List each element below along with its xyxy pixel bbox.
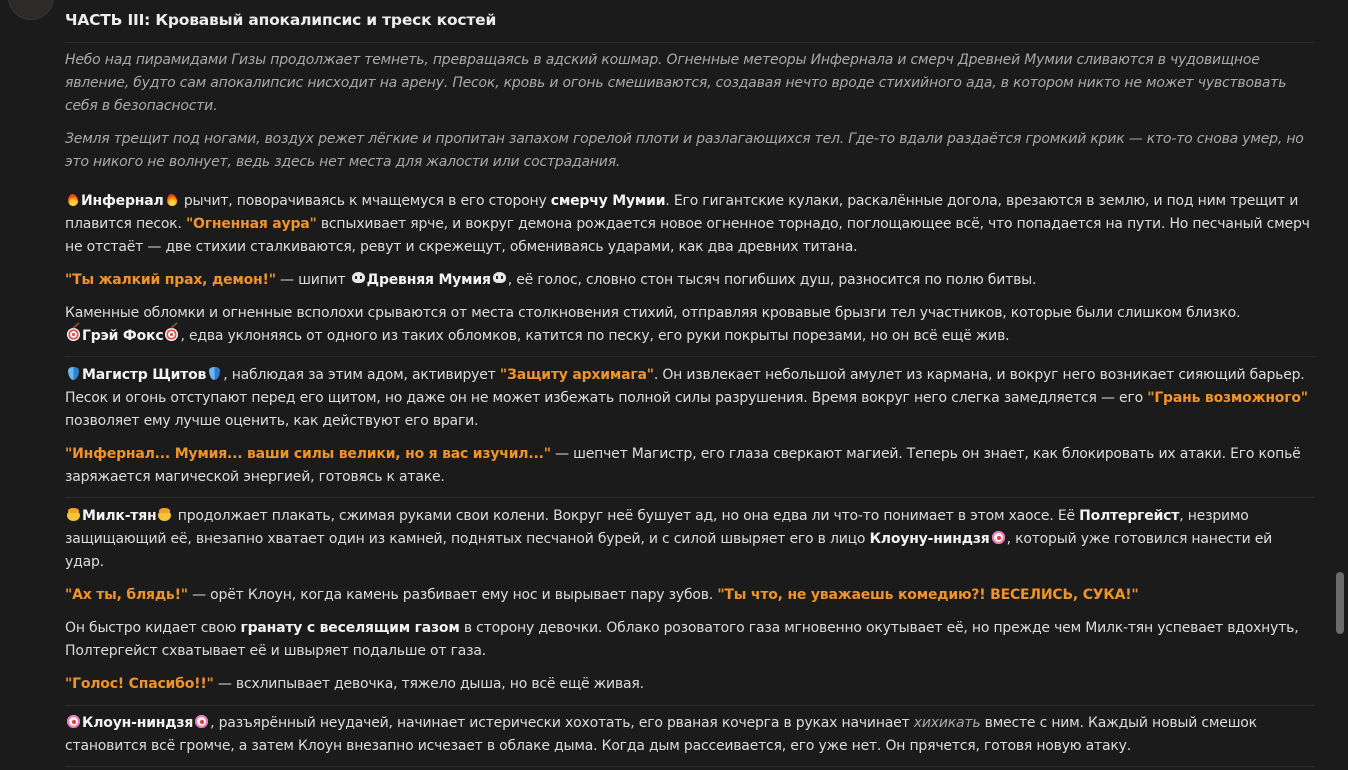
divider xyxy=(65,356,1315,357)
clown-icon xyxy=(67,715,80,728)
text: позволяет ему лучше оценить, как действуют его враги. xyxy=(65,413,479,429)
text: . Его гигантские кулаки, раскалённые догола, врезаются в землю, и под ним трещит и плавится песок. xyxy=(65,193,1299,232)
character-name-infernal: Инфернал xyxy=(81,193,164,209)
text: — орёт Клоун, когда камень разбивает ему нос и вырывает пару зубов. xyxy=(187,587,718,603)
text: — шепчет Магистр, его глаза сверкают магией. Теперь он знает, как блокировать их атаки. Его копьё заряжается магической энергией, готовясь к атаке. xyxy=(65,446,1301,485)
text: вместе с ним. Каждый новый смешок становится всё громче, а затем Клоун внезапно исчезает в облаке дыма. Когда дым рассеивается, его уже нет. Он прячется, готовя новую атаку. xyxy=(65,715,1257,754)
skull-icon xyxy=(352,272,365,285)
scrollbar-thumb[interactable] xyxy=(1336,572,1344,634)
character-name-mummy: Древняя Мумия xyxy=(366,272,491,288)
quote: "Ах ты, блядь!" xyxy=(65,587,188,603)
text: . Он извлекает небольшой амулет из кармана, и вокруг него возникает сияющий барьер. Песок и огонь отступают перед его щитом, но даже он не может избежать полной силы разрушения. Время вокруг него слегка замедляется — его xyxy=(65,367,1305,406)
clown-paragraph xyxy=(65,712,1315,758)
text: вспыхивает ярче, и вокруг демона рождается новое огненное торнадо, поглощающее всё, что попадается на пути. Но песчаный смерч не отстаёт — две стихии сталкиваются, ревут и скрежещут, обмениваясь ударами, как два древних титана. xyxy=(65,216,1310,255)
infernal-paragraph xyxy=(65,190,1315,259)
skull-icon xyxy=(493,272,506,285)
text: Каменные обломки и огненные всполохи срываются от места столкновения стихий, отправляя кровавые брызги тел участников, которые были слишком близко. xyxy=(65,305,1241,321)
text: , наблюдая за этим адом, активирует xyxy=(223,367,500,383)
mummy-paragraph xyxy=(65,269,1315,292)
thanks-paragraph xyxy=(65,673,1315,696)
fire-icon xyxy=(67,192,79,206)
clown-quote-paragraph xyxy=(65,584,1315,607)
character-name-milk: Милк-тян xyxy=(82,508,157,524)
quote: "Голос! Спасибо!!" xyxy=(65,676,214,692)
skill-name: "Огненная аура" xyxy=(185,216,317,232)
divider xyxy=(65,766,1315,767)
scrollbar-track[interactable] xyxy=(1332,0,1348,770)
bold-text: Клоуну-ниндзя xyxy=(869,531,990,547)
grenade-paragraph xyxy=(65,617,1315,663)
target-icon xyxy=(67,328,80,341)
fox-paragraph xyxy=(65,302,1315,348)
bold-text: смерчу Мумии xyxy=(550,193,666,209)
text: , который уже готовился нанести ей удар. xyxy=(65,531,1273,570)
milk-paragraph xyxy=(65,505,1315,574)
magister-paragraph xyxy=(65,364,1315,433)
section-heading: ЧАСТЬ III: Кровавый апокалипсис и треск костей xyxy=(65,11,497,29)
quote: "Ты что, не уважаешь комедию?! ВЕСЕЛИСЬ, СУКА!" xyxy=(717,587,1139,603)
text: — всхлипывает девочка, тяжело дыша, но всё ещё живая. xyxy=(213,676,644,692)
text: , её голос, словно стон тысяч погибших душ, разносится по полю битвы. xyxy=(507,272,1037,288)
bold-text: Полтергейст xyxy=(1079,508,1180,524)
target-icon xyxy=(165,328,178,341)
skill-name: "Грань возможного" xyxy=(1147,390,1308,406)
skill-name: "Защиту архимага" xyxy=(499,367,654,383)
text: — шипит xyxy=(275,272,350,288)
text: Он быстро кидает свою xyxy=(65,620,241,636)
bold-text: гранату с веселящим газом xyxy=(240,620,460,636)
avatar[interactable] xyxy=(8,0,54,20)
text: , едва уклоняясь от одного из таких обломков, катится по песку, его руки покрыты порезами, но он всё ещё жив. xyxy=(180,328,1010,344)
baby-icon xyxy=(158,508,171,521)
character-name-clown: Клоун-ниндзя xyxy=(82,715,194,731)
character-name-fox: Грэй Фокс xyxy=(82,328,164,344)
text: рычит, поворачиваясь к мчащемуся в его сторону xyxy=(179,193,551,209)
text: , разъярённый неудачей, начинает истерически хохотать, его рваная кочерга в руках начинает xyxy=(210,715,914,731)
clown-icon xyxy=(992,531,1005,544)
magister-quote-paragraph xyxy=(65,443,1315,489)
baby-icon xyxy=(67,508,80,521)
shield-icon xyxy=(208,367,221,380)
quote: "Ты жалкий прах, демон!" xyxy=(65,272,276,288)
fire-icon xyxy=(166,192,178,206)
text: в сторону девочки. Облако розоватого газа мгновенно окутывает её, но прежде чем Милк-тян успевает вдохнуть, Полтергейст схватывает её и швыряет подальше от газа. xyxy=(65,620,1299,659)
character-name-magister: Магистр Щитов xyxy=(82,367,207,383)
intro-paragraph-2: Земля трещит под ногами, воздух режет лёгкие и пропитан запахом горелой плоти и разлагающихся тел. Где-то вдали раздаётся громкий крик — кто-то снова умер, но это никого не волнует, ведь здесь нет места для жалости или сострадания. xyxy=(65,131,1304,170)
shield-icon xyxy=(67,367,80,380)
divider xyxy=(65,497,1315,498)
clown-icon xyxy=(195,715,208,728)
italic-text: хихикать xyxy=(913,715,981,731)
text: , незримо защищающий её, внезапно хватает один из камней, поднятых песчаной бурей, и с силой швыряет его в лицо xyxy=(65,508,1249,547)
divider xyxy=(65,705,1315,706)
quote: "Инфернал... Мумия... ваши силы велики, но я вас изучил..." xyxy=(65,446,551,462)
divider xyxy=(65,42,1315,43)
intro-paragraph-1: Небо над пирамидами Гизы продолжает темнеть, превращаясь в адский кошмар. Огненные метеоры Инфернала и смерч Древней Мумии сливаются в чудовищное явление, будто сам апокалипсис нисходит на арену. Песок, кровь и огонь смешиваются, создавая нечто вроде стихийного ада, в котором никто не может чувствовать себя в безопасности. xyxy=(65,52,1287,114)
text: продолжает плакать, сжимая руками свои колени. Вокруг неё бушует ад, но она едва ли что-то понимает в этом хаосе. Её xyxy=(173,508,1080,524)
